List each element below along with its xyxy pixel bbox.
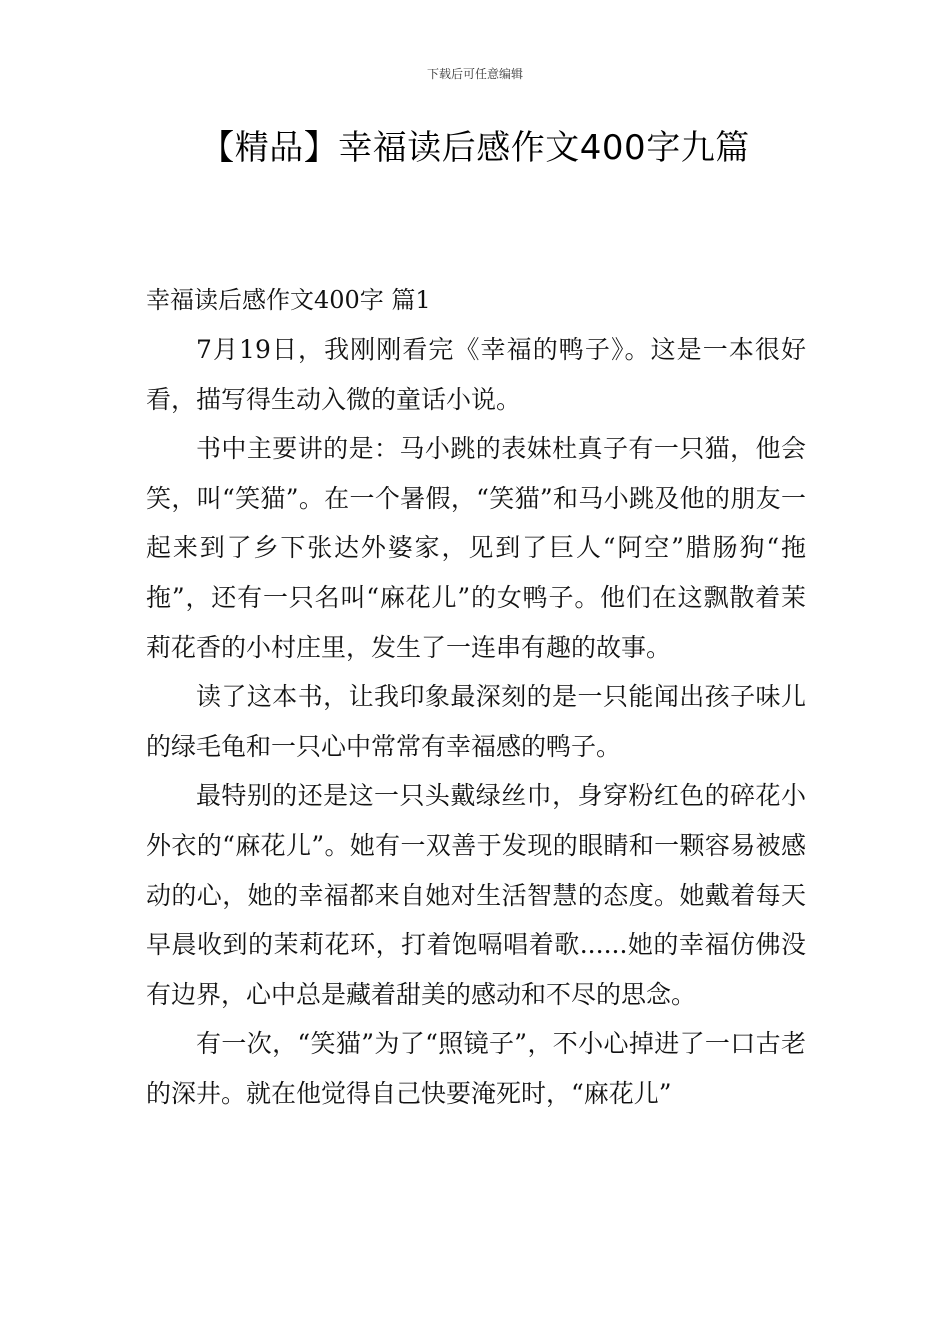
paragraph: 最特别的还是这一只头戴绿丝巾，身穿粉红色的碎花小外衣的“麻花儿”。她有一双善于发现的眼睛和一颗容易被感动的心，她的幸福都来自她对生活智慧的态度。她戴着每天早晨收到的茉莉花环，打着饱嗝唱着歌......她的幸福仿佛没有边界，心中总是藏着甜美的感动和不尽的思念。 (146, 781, 806, 1009)
document-body (146, 325, 806, 1119)
paragraph: 7月19日，我刚刚看完《幸福的鸭子》。这是一本很好看，描写得生动入微的童话小说。 (146, 335, 806, 414)
document-title: 【精品】幸福读后感作文400字九篇 (200, 128, 750, 168)
paragraph: 书中主要讲的是：马小跳的表妹杜真子有一只猫，他会笑，叫“笑猫”。在一个暑假，“笑猫”和马小跳及他的朋友一起来到了乡下张达外婆家，见到了巨人“阿空”腊肠狗“拖拖”，还有一只名叫“麻花儿”的女鸭子。他们在这飘散着茉莉花香的小村庄里，发生了一连串有趣的故事。 (146, 434, 806, 662)
section-heading: 幸福读后感作文400字 篇1 (146, 286, 431, 314)
paragraph: 读了这本书，让我印象最深刻的是一只能闻出孩子味儿的绿毛龟和一只心中常常有幸福感的鸭子。 (146, 682, 806, 761)
header-note: 下载后可任意编辑 (426, 67, 523, 81)
paragraph: 有一次，“笑猫”为了“照镜子”，不小心掉进了一口古老的深井。就在他觉得自己快要淹死时，“麻花儿” (146, 1029, 806, 1108)
